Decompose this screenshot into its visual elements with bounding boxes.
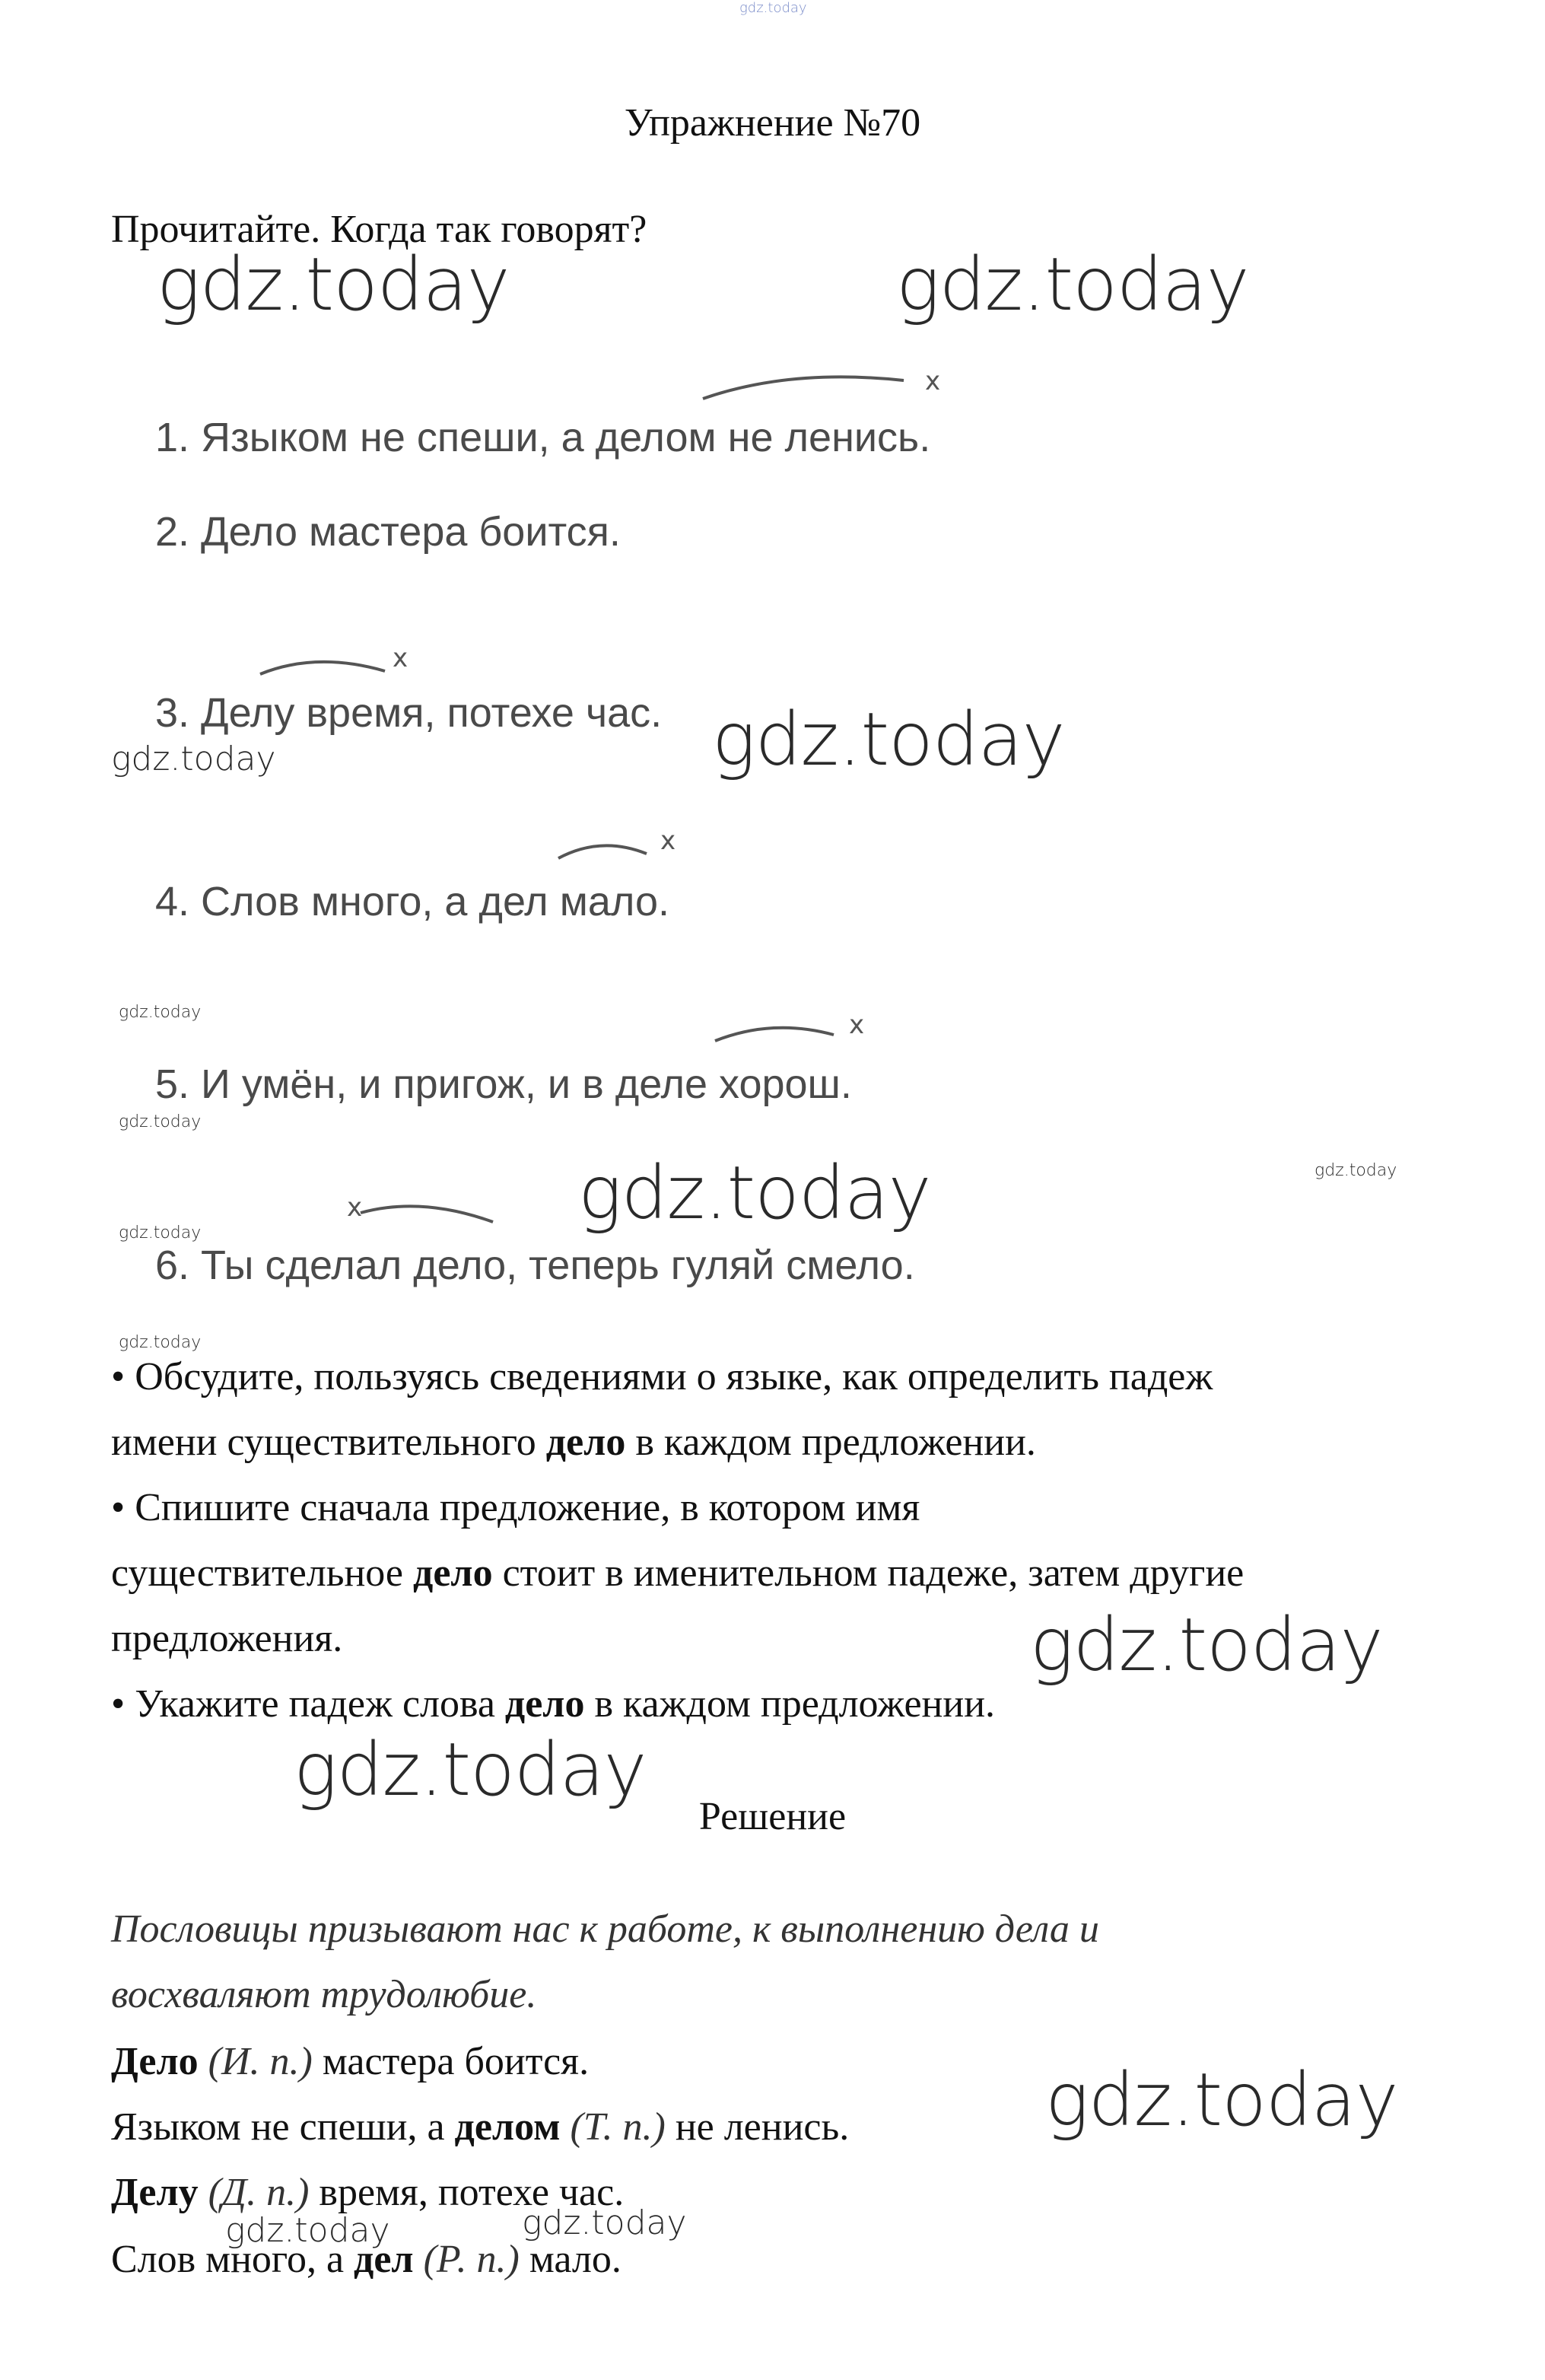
solution-intro-1: Пословицы призывают нас к работе, к выполнению дела и [111,1908,1099,1951]
solution-line-1: Дело (И. п.) мастера боится. [111,2040,590,2083]
task-1-line-1: • Обсудите, пользуясь сведениями о языке, как определить падеж [111,1355,1213,1398]
task-2-line-1: • Спишите сначала предложение, в котором имя [111,1486,920,1529]
arc-mark: x [393,643,409,673]
watermark: gdz.today [896,242,1249,327]
arc-mark: x [849,1010,865,1040]
proverb-5: 5. И умён, и пригож, и в деле хорош. [155,1061,852,1107]
watermark: gdz.today [294,1727,647,1812]
exercise-title: Упражнение №70 [624,101,921,145]
watermark: gdz.today [119,1003,202,1022]
solution-line-4: Слов много, а дел (Р. п.) мало. [111,2238,621,2281]
solution-line-3: Делу (Д. п.) время, потехе час. [111,2171,625,2214]
proverb-4: 4. Слов много, а дел мало. [155,879,670,924]
proverb-2: 2. Дело мастера боится. [155,509,621,555]
watermark-top: gdz.today [739,0,807,16]
task-1-line-2: имени существительного дело в каждом предложении. [111,1421,1036,1464]
task-2-line-3: предложения. [111,1617,343,1660]
watermark: gdz.today [522,2203,687,2242]
solution-intro-2: восхваляют трудолюбие. [111,1973,537,2016]
watermark: gdz.today [1045,2057,1398,2143]
watermark: gdz.today [1030,1602,1383,1688]
watermark: gdz.today [157,242,510,327]
ending-arc [698,361,957,406]
proverb-6: 6. Ты сделал дело, теперь гуляй смело. [155,1242,915,1288]
watermark: gdz.today [578,1150,931,1236]
ending-arc [712,1004,879,1050]
arc-mark: x [925,366,941,396]
watermark: gdz.today [1315,1161,1397,1180]
watermark: gdz.today [225,2211,390,2250]
ending-arc [256,641,423,686]
watermark: gdz.today [119,1223,202,1242]
arc-mark: x [660,826,676,856]
watermark: gdz.today [712,697,1065,782]
task-2-line-2: существительное дело стоит в именительном падеже, затем другие [111,1551,1245,1595]
ending-arc [555,823,692,869]
exercise-question: Прочитайте. Когда так говорят? [111,208,647,251]
solution-title: Решение [698,1795,847,1838]
arc-mark: x [347,1192,363,1223]
task-3: • Укажите падеж слова дело в каждом предложении. [111,1682,996,1726]
ending-arc [345,1187,513,1233]
solution-line-2: Языком не спеши, а делом (Т. п.) не ленись. [111,2105,850,2149]
watermark: gdz.today [119,1333,202,1352]
proverb-3: 3. Делу время, потехе час. [155,690,663,736]
proverb-1: 1. Языком не спеши, а делом не ленись. [155,415,931,460]
watermark: gdz.today [119,1112,202,1131]
watermark: gdz.today [111,740,276,778]
